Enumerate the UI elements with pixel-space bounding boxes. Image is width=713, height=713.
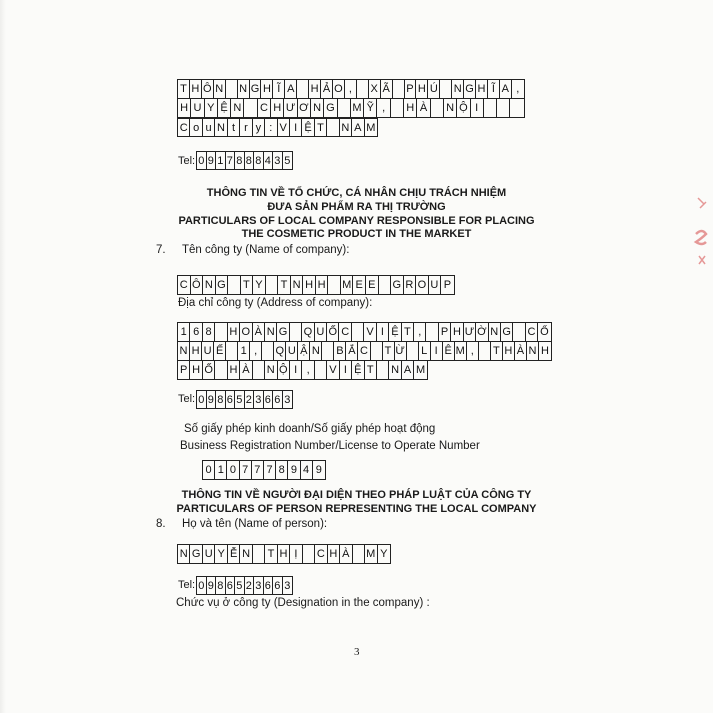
- grid-cell: 6: [273, 391, 283, 408]
- grid-cell: A: [352, 119, 364, 136]
- grid-cell: H: [309, 80, 321, 98]
- grid-cell: 9: [288, 461, 300, 479]
- grid-cell: À: [417, 99, 430, 117]
- grid-cell: N: [178, 545, 190, 563]
- grid-cell: B: [334, 342, 346, 360]
- license-label-vi: Số giấy phép kinh doanh/Số giấy phép hoạt động: [184, 423, 436, 435]
- grid-cell: À: [240, 361, 252, 379]
- grid-cell: H: [451, 323, 463, 341]
- grid-cell: À: [340, 545, 352, 563]
- grid-cell: N: [203, 276, 216, 294]
- grid-cell: ,: [250, 342, 262, 360]
- grid-cell: Ĩ: [273, 80, 285, 98]
- grid-cell: r: [240, 119, 252, 136]
- grid-cell: 6: [273, 577, 283, 594]
- grid-cell: Ắ: [346, 342, 358, 360]
- grid-cell: U: [286, 342, 298, 360]
- grid-cell: 0: [197, 391, 207, 408]
- grid-cell: U: [429, 276, 442, 294]
- grid-cell: T: [265, 545, 277, 563]
- grid-cell: 1: [178, 323, 190, 341]
- grid-cell: Y: [205, 99, 218, 117]
- grid-cell: Ậ: [298, 342, 310, 360]
- grid-cell: H: [316, 276, 329, 294]
- grid-cell: 1: [215, 461, 227, 479]
- grid-cell: y: [253, 119, 265, 136]
- grid-cell: V: [364, 323, 376, 341]
- grid-cell: 6: [226, 577, 236, 594]
- grid-cell: A: [285, 80, 297, 98]
- grid-cell: Ơ: [298, 99, 311, 117]
- grid-cell: E: [353, 276, 366, 294]
- grid-cell: N: [340, 119, 352, 136]
- grid-cell: U: [202, 342, 214, 360]
- grid-cell: H: [190, 361, 202, 379]
- grid-cell: o: [190, 119, 202, 136]
- grid-cell: I: [290, 119, 302, 136]
- grid-cell: ,: [414, 323, 426, 341]
- grid-cell: 1: [238, 342, 250, 360]
- grid-cell: O: [240, 323, 252, 341]
- grid-cell: À: [515, 342, 527, 360]
- grid-cell: L: [419, 342, 431, 360]
- grid-cell: Ư: [284, 99, 297, 117]
- grid-cell: N: [444, 99, 457, 117]
- grid-cell: Q: [302, 323, 314, 341]
- designation-label: Chức vụ ở công ty (Designation in the company) :: [176, 597, 430, 609]
- grid-cell: u: [203, 119, 215, 136]
- grid-cell: 7: [252, 461, 264, 479]
- grid-cell: [303, 545, 315, 563]
- grid-cell: N: [310, 342, 322, 360]
- grid-cell: À: [253, 323, 265, 341]
- stamp-fragment: [690, 190, 713, 280]
- grid-cell: [497, 99, 510, 117]
- grid-cell: Ệ: [302, 119, 314, 136]
- section7-heading-en-1: PARTICULARS OF LOCAL COMPANY RESPONSIBLE FOR PLACING: [178, 215, 535, 227]
- grid-cell: M: [455, 342, 467, 360]
- grid-cell: Ư: [464, 323, 476, 341]
- grid-cell: 7: [226, 152, 236, 169]
- grid-cell: G: [391, 276, 404, 294]
- grid-cell: Ệ: [352, 361, 364, 379]
- grid-cell: 8: [276, 461, 288, 479]
- grid-cell: M: [351, 99, 364, 117]
- grid-cell: [513, 323, 525, 341]
- grid-cell: Ô: [191, 276, 204, 294]
- grid-cell: N: [240, 545, 252, 563]
- grid-cell: 8: [235, 152, 245, 169]
- grid-cell: 5: [235, 391, 245, 408]
- grid-cell: V: [327, 361, 339, 379]
- grid-cell: N: [265, 323, 277, 341]
- grid-cell: N: [238, 80, 250, 98]
- grid-cell: [327, 119, 339, 136]
- grid-cell: 2: [245, 391, 255, 408]
- grid-cell: ,: [377, 99, 390, 117]
- grid-cell: 5: [284, 154, 291, 167]
- section8-number: 8.: [156, 518, 166, 530]
- grid-cell: [377, 361, 389, 379]
- grid-cell: Y: [253, 276, 266, 294]
- grid-cell: 3: [284, 393, 291, 406]
- grid-cell: Ố: [203, 361, 215, 379]
- grid-cell: [440, 80, 452, 98]
- grid-cell: Ú: [428, 80, 440, 98]
- grid-cell: Ộ: [278, 361, 290, 379]
- company-name-label: Tên công ty (Name of company):: [182, 244, 350, 256]
- grid-cell: [226, 80, 238, 98]
- company-address-grid-row-1: [177, 322, 552, 342]
- grid-cell: [484, 99, 497, 117]
- grid-cell: T: [315, 119, 327, 136]
- grid-cell: 9: [315, 464, 322, 476]
- grid-cell: Ễ: [228, 545, 240, 563]
- grid-cell: 3: [254, 577, 264, 594]
- grid-cell: G: [464, 80, 476, 98]
- grid-cell: [226, 342, 238, 360]
- grid-cell: G: [324, 99, 337, 117]
- grid-cell: ,: [467, 342, 479, 360]
- section7-heading-en-2: THE COSMETIC PRODUCT IN THE MARKET: [241, 228, 472, 240]
- company-address-grid-row-2: [177, 341, 552, 361]
- grid-cell: [391, 99, 404, 117]
- grid-cell: 0: [197, 152, 207, 169]
- grid-cell: E: [366, 276, 379, 294]
- grid-cell: H: [271, 99, 284, 117]
- address-grid-row-3: [177, 118, 378, 137]
- grid-cell: H: [404, 99, 417, 117]
- grid-cell: U: [315, 323, 327, 341]
- grid-cell: [322, 342, 334, 360]
- grid-cell: 0: [203, 461, 215, 479]
- grid-cell: ,: [516, 83, 520, 95]
- grid-cell: N: [265, 361, 277, 379]
- grid-cell: N: [311, 99, 324, 117]
- grid-cell: U: [203, 545, 215, 563]
- grid-cell: V: [278, 119, 290, 136]
- grid-cell: [290, 323, 302, 341]
- grid-cell: 3: [284, 579, 291, 592]
- grid-cell: H: [190, 80, 202, 98]
- grid-cell: 8: [245, 152, 255, 169]
- grid-cell: [315, 361, 327, 379]
- grid-cell: P: [443, 279, 452, 291]
- grid-cell: I: [471, 99, 484, 117]
- grid-cell: :: [265, 119, 277, 136]
- grid-cell: [215, 361, 227, 379]
- grid-cell: [228, 276, 241, 294]
- grid-cell: G: [190, 545, 202, 563]
- grid-cell: 6: [264, 391, 274, 408]
- grid-cell: Ê: [443, 342, 455, 360]
- grid-cell: Ĩ: [488, 80, 500, 98]
- grid-cell: T: [241, 276, 254, 294]
- grid-cell: G: [277, 323, 289, 341]
- grid-cell: T: [278, 276, 291, 294]
- grid-cell: X: [369, 80, 381, 98]
- section7-heading-vi-2: ĐƯA SẢN PHẨM RA THỊ TRƯỜNG: [267, 201, 446, 213]
- grid-cell: [426, 323, 438, 341]
- grid-cell: 5: [235, 577, 245, 594]
- grid-cell: Ệ: [218, 99, 231, 117]
- grid-cell: [510, 99, 523, 117]
- grid-cell: Ả: [321, 80, 333, 98]
- person-name-label: Họ và tên (Name of person):: [182, 518, 328, 530]
- grid-cell: C: [315, 545, 327, 563]
- grid-cell: C: [258, 99, 271, 117]
- grid-cell: [253, 545, 265, 563]
- grid-cell: Ố: [327, 323, 339, 341]
- grid-cell: [479, 342, 491, 360]
- grid-cell: H: [503, 342, 515, 360]
- grid-cell: 9: [207, 577, 217, 594]
- grid-cell: 7: [240, 461, 252, 479]
- grid-cell: [352, 323, 364, 341]
- grid-cell: H: [228, 323, 240, 341]
- grid-cell: Ộ: [457, 99, 470, 117]
- grid-cell: T: [178, 80, 190, 98]
- grid-cell: 8: [254, 152, 264, 169]
- grid-cell: N: [291, 276, 304, 294]
- grid-cell: 9: [207, 391, 217, 408]
- grid-cell: H: [190, 342, 202, 360]
- grid-cell: O: [416, 276, 429, 294]
- grid-cell: Ừ: [395, 342, 407, 360]
- grid-cell: C: [178, 276, 191, 294]
- grid-cell: I: [377, 323, 389, 341]
- grid-cell: Ã: [381, 80, 393, 98]
- grid-cell: N: [231, 99, 244, 117]
- grid-cell: 6: [264, 577, 274, 594]
- grid-cell: C: [358, 342, 370, 360]
- company-address-grid-row-3: [177, 360, 428, 380]
- grid-cell: [266, 276, 279, 294]
- grid-cell: C: [339, 323, 351, 341]
- grid-cell: [353, 545, 365, 563]
- tel-label-2: Tel:: [178, 393, 196, 405]
- grid-cell: [253, 361, 265, 379]
- grid-cell: N: [214, 80, 226, 98]
- grid-cell: H: [303, 276, 316, 294]
- grid-cell: [328, 276, 341, 294]
- company-address-label: Địa chỉ công ty (Address of company):: [178, 297, 373, 309]
- grid-cell: P: [439, 323, 451, 341]
- grid-cell: [297, 80, 309, 98]
- grid-cell: H: [261, 80, 273, 98]
- grid-cell: [407, 342, 419, 360]
- grid-cell: M: [366, 121, 376, 134]
- grid-cell: 4: [264, 152, 274, 169]
- grid-cell: H: [416, 80, 428, 98]
- grid-cell: H: [328, 545, 340, 563]
- grid-cell: [357, 80, 369, 98]
- grid-cell: H: [228, 361, 240, 379]
- grid-cell: Ị: [290, 545, 302, 563]
- tel-grid-1: [196, 151, 293, 170]
- grid-cell: O: [333, 80, 345, 98]
- license-label-en: Business Registration Number/License to Operate Number: [180, 440, 480, 452]
- grid-cell: Ổ: [540, 326, 549, 338]
- section8-heading-en: PARTICULARS OF PERSON REPRESENTING THE LOCAL COMPANY: [176, 503, 537, 515]
- section7-number: 7.: [156, 244, 166, 256]
- grid-cell: G: [216, 276, 229, 294]
- grid-cell: 2: [245, 577, 255, 594]
- grid-cell: A: [402, 361, 414, 379]
- grid-cell: T: [491, 342, 503, 360]
- grid-cell: Y: [380, 548, 388, 560]
- grid-cell: 8: [203, 323, 215, 341]
- grid-cell: [431, 99, 444, 117]
- grid-cell: M: [341, 276, 354, 294]
- grid-cell: Ệ: [389, 323, 401, 341]
- grid-cell: N: [178, 342, 190, 360]
- grid-cell: 6: [226, 391, 236, 408]
- grid-cell: C: [178, 119, 190, 136]
- grid-cell: [371, 342, 383, 360]
- grid-cell: Y: [215, 545, 227, 563]
- grid-cell: H: [540, 345, 549, 357]
- grid-cell: [215, 323, 227, 341]
- grid-cell: N: [389, 361, 401, 379]
- grid-cell: T: [402, 323, 414, 341]
- grid-cell: N: [527, 342, 539, 360]
- grid-cell: [338, 99, 351, 117]
- person-tel-grid: [196, 576, 293, 595]
- grid-cell: P: [405, 80, 417, 98]
- grid-cell: H: [476, 80, 488, 98]
- person-name-grid: [177, 544, 391, 564]
- grid-cell: T: [383, 342, 395, 360]
- grid-cell: A: [500, 80, 512, 98]
- grid-cell: G: [501, 323, 513, 341]
- grid-cell: N: [452, 80, 464, 98]
- grid-cell: I: [340, 361, 352, 379]
- grid-cell: Ỹ: [364, 99, 377, 117]
- license-number-grid: [202, 460, 326, 480]
- grid-cell: ,: [302, 361, 314, 379]
- grid-cell: N: [215, 119, 227, 136]
- grid-cell: Ế: [214, 342, 226, 360]
- grid-cell: P: [178, 361, 190, 379]
- grid-cell: M: [415, 364, 426, 376]
- grid-cell: 3: [273, 152, 283, 169]
- tel-label-3: Tel:: [178, 579, 196, 591]
- grid-cell: U: [191, 99, 204, 117]
- grid-cell: 4: [301, 461, 313, 479]
- grid-cell: T: [365, 361, 377, 379]
- grid-cell: [393, 80, 405, 98]
- grid-cell: N: [489, 323, 501, 341]
- company-name-grid: [177, 275, 455, 295]
- grid-cell: 6: [190, 323, 202, 341]
- company-tel-grid: [196, 390, 293, 409]
- grid-cell: 8: [216, 577, 226, 594]
- grid-cell: M: [365, 545, 377, 563]
- grid-cell: G: [250, 80, 262, 98]
- grid-cell: [262, 342, 274, 360]
- grid-cell: 0: [197, 577, 207, 594]
- grid-cell: ,: [345, 80, 357, 98]
- grid-cell: [244, 99, 257, 117]
- address-grid-row-2: [177, 98, 525, 118]
- grid-cell: R: [404, 276, 417, 294]
- section8-heading-vi: THÔNG TIN VỀ NGƯỜI ĐẠI DIỆN THEO PHÁP LUẬT CỦA CÔNG TY: [181, 489, 532, 501]
- grid-cell: I: [290, 361, 302, 379]
- grid-cell: I: [431, 342, 443, 360]
- grid-cell: 1: [216, 152, 226, 169]
- tel-label-1: Tel:: [178, 155, 196, 167]
- grid-cell: Q: [274, 342, 286, 360]
- address-grid-row-1: [177, 79, 525, 99]
- page-number: 3: [354, 646, 360, 658]
- grid-cell: H: [278, 545, 290, 563]
- section7-heading-vi-1: THÔNG TIN VỀ TỔ CHỨC, CÁ NHÂN CHỊU TRÁCH NHIỆM: [206, 187, 507, 199]
- grid-cell: 8: [216, 391, 226, 408]
- grid-cell: t: [228, 119, 240, 136]
- grid-cell: Ô: [202, 80, 214, 98]
- grid-cell: 7: [264, 461, 276, 479]
- grid-cell: 3: [254, 391, 264, 408]
- grid-cell: 0: [227, 461, 239, 479]
- grid-cell: Ờ: [476, 323, 488, 341]
- grid-cell: H: [178, 99, 191, 117]
- grid-cell: [379, 276, 392, 294]
- grid-cell: 9: [207, 152, 217, 169]
- grid-cell: C: [526, 323, 538, 341]
